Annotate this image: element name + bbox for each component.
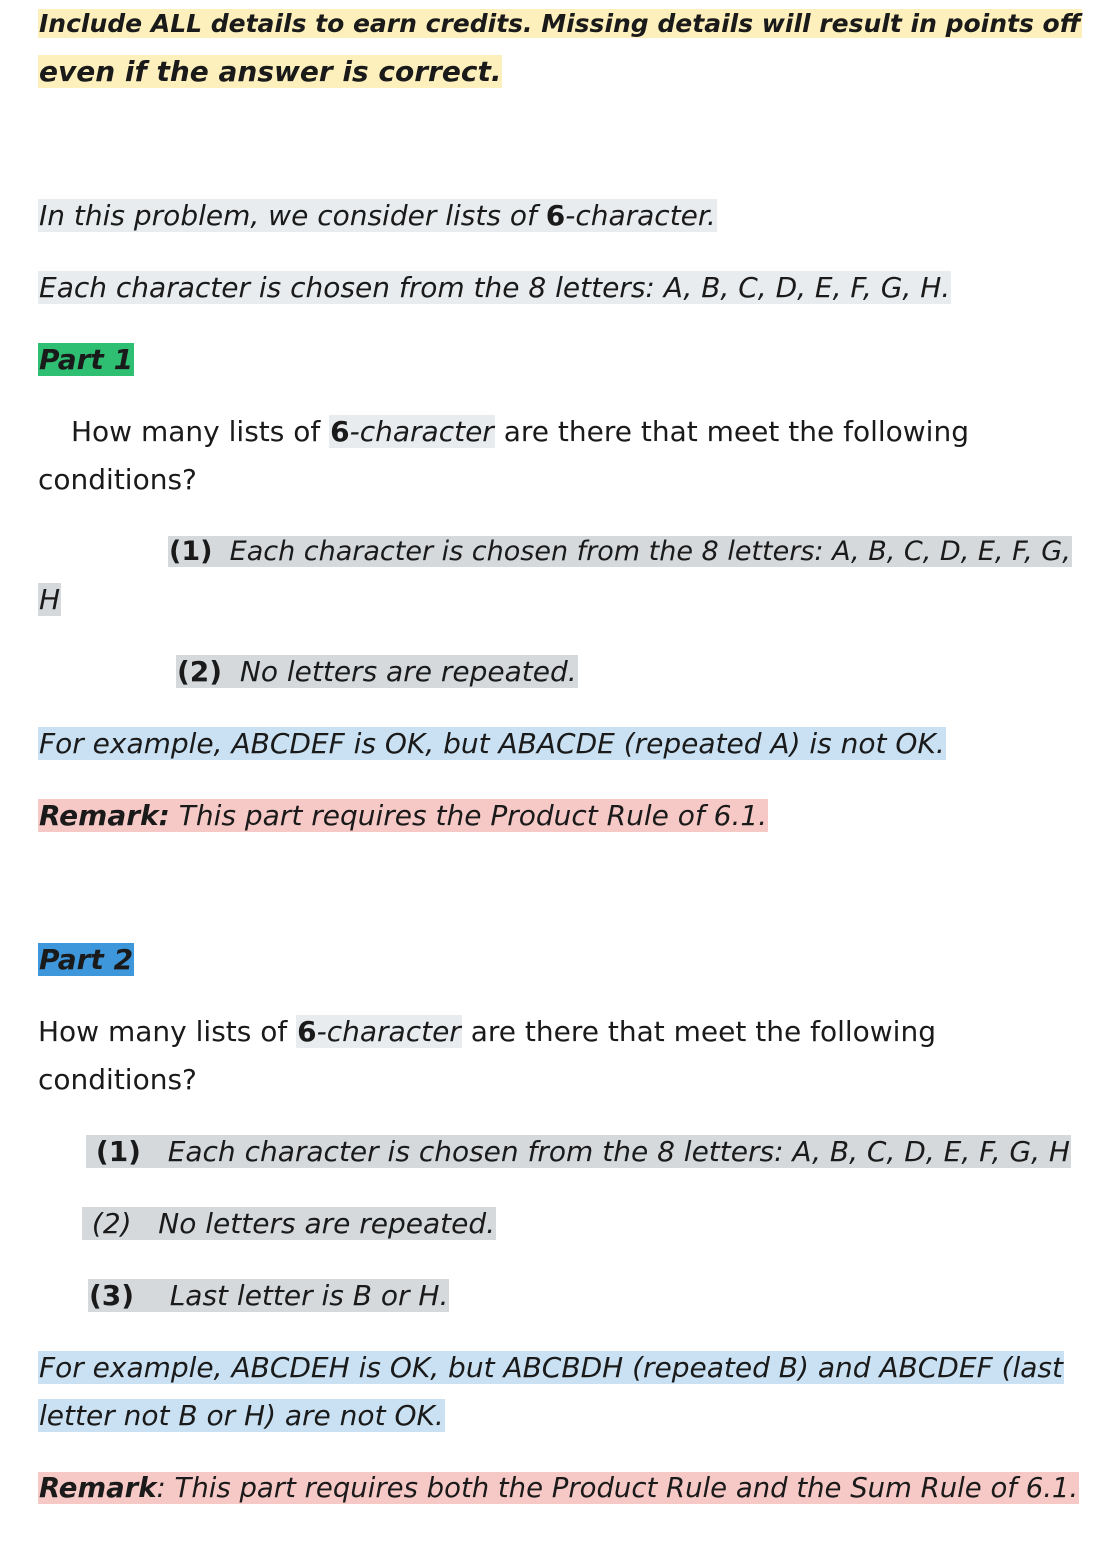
part2-remark-text xyxy=(38,1472,1079,1504)
part1-condition-2 xyxy=(176,648,578,696)
part1-question-pre: How many lists of xyxy=(71,415,330,448)
part2-condition-3 xyxy=(88,1272,449,1320)
intro-text-1 xyxy=(38,199,717,232)
part2-cond1-num: (1) xyxy=(95,1135,141,1168)
part1-condition-1 xyxy=(168,528,1072,576)
part2-question-term: -character xyxy=(316,1015,461,1048)
part2-question-post: are there that meet the following xyxy=(461,1015,936,1048)
part2-example-line-1 xyxy=(38,1344,1064,1392)
part1-cond1-num: (1) xyxy=(169,536,213,567)
part2-question-term-mark xyxy=(296,1015,462,1048)
part1-question-num: 6 xyxy=(330,415,350,448)
part2-condition-1-text xyxy=(86,1135,1071,1168)
part2-condition-2-text xyxy=(82,1207,496,1240)
part2-condition-2 xyxy=(82,1200,496,1248)
part2-cond2-num: (2) xyxy=(91,1207,132,1240)
part2-question-line2-text: conditions? xyxy=(38,1063,197,1096)
part1-question-line-1 xyxy=(38,408,969,456)
part2-condition-3-text xyxy=(88,1279,449,1312)
part1-question-line-2 xyxy=(38,456,197,504)
intro-num: 6 xyxy=(545,199,566,232)
part2-remark-body: : This part requires both the Product Rule and the Sum Rule of 6.1. xyxy=(156,1472,1079,1504)
part1-heading-text: Part 1 xyxy=(39,343,134,376)
part2-cond2-text: No letters are repeated. xyxy=(158,1207,496,1240)
part1-question-post: are there that meet the following xyxy=(494,415,969,448)
part1-remark-text xyxy=(38,799,768,832)
part1-question-term-mark xyxy=(329,415,495,448)
part1-heading xyxy=(38,336,134,384)
part1-cond2-num: (2) xyxy=(177,655,223,688)
part2-cond3-num: (3) xyxy=(89,1279,135,1312)
part1-question-line2-text: conditions? xyxy=(38,463,197,496)
intro-text-2: Each character is chosen from the 8 letters: A, B, C, D, E, F, G, H. xyxy=(39,271,951,304)
part1-cond2-text: No letters are repeated. xyxy=(239,655,577,688)
instructions-line-2 xyxy=(38,48,502,96)
part1-remark xyxy=(38,792,768,840)
part1-condition-1-wrap xyxy=(38,576,61,624)
part2-question-num: 6 xyxy=(297,1015,317,1048)
intro-line-1 xyxy=(38,192,717,240)
part1-cond1-wrap-text: H xyxy=(39,583,61,616)
instructions-text-1: Include ALL details to earn credits. Missing details will result in points off xyxy=(39,9,1081,38)
intro-post: -character. xyxy=(565,199,716,232)
part2-question-pre: How many lists of xyxy=(38,1015,297,1048)
part2-remark-label: Remark xyxy=(39,1472,157,1504)
part1-example-text: For example, ABCDEF is OK, but ABACDE (repeated A) is not OK. xyxy=(39,727,945,760)
part2-example-text-2: letter not B or H) are not OK. xyxy=(39,1399,444,1432)
part2-heading-text: Part 2 xyxy=(39,943,134,976)
part2-cond1-text: Each character is chosen from the 8 letters: A, B, C, D, E, F, G, H xyxy=(167,1135,1070,1168)
part2-question-line-1 xyxy=(38,1008,936,1056)
instructions-text-2: even if the answer is correct. xyxy=(39,55,502,88)
part2-cond3-text: Last letter is B or H. xyxy=(169,1279,449,1312)
part2-condition-1 xyxy=(86,1128,1071,1176)
part1-example xyxy=(38,720,946,768)
part2-example-line-2 xyxy=(38,1392,445,1440)
intro-line-2 xyxy=(38,264,951,312)
part2-example-text-1: For example, ABCDEH is OK, but ABCBDH (repeated B) and ABCDEF (last xyxy=(39,1351,1063,1384)
part1-condition-1-text xyxy=(168,536,1072,567)
part1-question-term: -character xyxy=(349,415,494,448)
part2-question-line-2 xyxy=(38,1056,197,1104)
instructions-line-1 xyxy=(38,0,1082,48)
part1-condition-2-text xyxy=(176,655,578,688)
intro-pre: In this problem, we consider lists of xyxy=(39,199,546,232)
part1-cond1-text: Each character is chosen from the 8 letters: A, B, C, D, E, F, G, xyxy=(229,536,1071,567)
part2-remark xyxy=(38,1464,1079,1512)
part2-heading xyxy=(38,936,134,984)
part1-remark-body: This part requires the Product Rule of 6.1. xyxy=(169,799,768,832)
part1-remark-label: Remark: xyxy=(39,799,170,832)
